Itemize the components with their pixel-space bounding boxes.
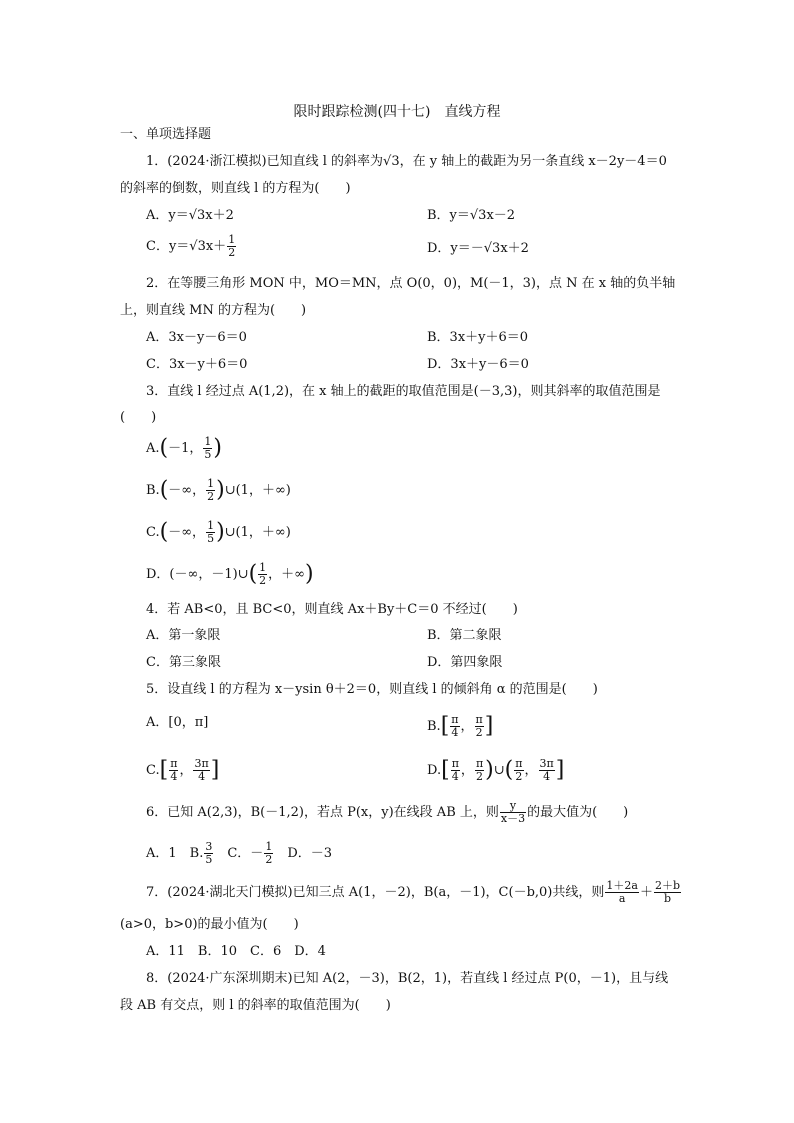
q5-c-fraction-1 — [169, 758, 178, 783]
q7-options: A．11 B．10 C．6 D．4 — [146, 944, 326, 959]
q6-c-fraction — [264, 841, 273, 866]
separator: ， — [524, 763, 538, 778]
q3-b-label: B. — [146, 483, 160, 498]
denominator: 4 — [451, 726, 459, 739]
denominator: 2 — [228, 246, 236, 259]
q1-c-fraction — [227, 234, 236, 259]
right-bracket: ] — [210, 757, 220, 783]
q6-option-a: A．1 B. — [146, 846, 204, 861]
numerator: 1＋2a — [606, 879, 638, 892]
question-8-stem: 8．(2024·广东深圳期末)已知 A(2，－3)，B(2，1)，若直线 l 经过点 P(0，－1)，且与线 — [146, 971, 669, 986]
right-paren: ) — [305, 561, 314, 587]
numerator: 3π — [539, 757, 554, 770]
q6-fraction — [500, 800, 526, 825]
q1-option-d: D．y＝－√3x＋2 — [427, 241, 529, 256]
question-4-stem: 4．若 AB<0，且 BC<0，则直线 Ax＋By＋C＝0 不经过( ) — [146, 602, 518, 617]
question-5-stem: 5．设直线 l 的方程为 x－ysin θ＋2＝0，则直线 l 的倾斜角 α 的范围是( ) — [146, 682, 598, 697]
q3-d-fraction — [258, 562, 267, 587]
denominator: 2 — [207, 490, 215, 503]
q7-fraction-1 — [605, 880, 639, 905]
question-6-stem — [146, 800, 628, 825]
q5-option-b — [427, 714, 493, 739]
q7-text: 7．(2024·湖北天门模拟)已知三点 A(1，－2)，B(a，－1)，C(－b,0)共线，则 — [146, 885, 605, 900]
numerator: π — [475, 713, 483, 726]
numerator: 1 — [207, 477, 215, 490]
right-paren: ) — [216, 519, 225, 545]
left-paren: ( — [159, 477, 169, 503]
q5-b-fraction-1 — [450, 714, 459, 739]
numerator: 1 — [228, 233, 236, 246]
q3-c-tail: ∪(1，＋∞) — [224, 525, 291, 540]
q6-text-tail: 的最大值为( ) — [527, 805, 629, 820]
right-paren: ) — [485, 757, 494, 783]
q3-b-fraction — [206, 478, 215, 503]
q6-option-d: D．－3 — [274, 846, 333, 861]
numerator: 1 — [207, 519, 215, 532]
numerator: π — [515, 757, 523, 770]
numerator: π — [475, 757, 484, 770]
q3-a-text: －1， — [168, 441, 203, 456]
left-paren: ( — [159, 519, 169, 545]
q3-c-fraction — [206, 520, 215, 545]
question-8-stem-cont: 段 AB 有交点，则 l 的斜率的取值范围为( ) — [120, 998, 391, 1013]
left-bracket: [ — [440, 713, 450, 739]
q4-option-d: D．第四象限 — [427, 655, 503, 670]
left-bracket: [ — [159, 757, 169, 783]
numerator: y — [500, 800, 526, 813]
numerator: π — [451, 713, 459, 726]
denominator: 2 — [476, 770, 484, 783]
question-7-stem-cont: (a>0，b>0)的最小值为( ) — [120, 917, 299, 932]
q2-option-a: A．3x－y－6＝0 — [146, 330, 247, 345]
page-title: 限时跟踪检测(四十七) 直线方程 — [293, 104, 501, 120]
denominator: 5 — [207, 532, 215, 545]
q4-option-c: C．第三象限 — [146, 655, 221, 670]
section-heading: 一、单项选择题 — [120, 127, 212, 142]
q6-options — [146, 841, 332, 866]
q1-option-b: B．y＝√3x－2 — [427, 208, 516, 223]
q3-option-b — [146, 478, 291, 503]
denominator: 4 — [170, 770, 178, 783]
q5-option-c — [146, 758, 219, 783]
question-3-stem-cont: ( ) — [120, 410, 157, 425]
q5-c-label: C. — [146, 763, 160, 778]
left-paren: ( — [504, 757, 514, 783]
numerator: 1 — [259, 561, 267, 574]
separator: ， — [460, 719, 474, 734]
denominator: 5 — [204, 448, 212, 461]
plus-sign: ＋ — [639, 885, 653, 900]
q5-b-label: B. — [427, 719, 441, 734]
q5-d-fraction-3 — [514, 758, 523, 783]
numerator: π — [451, 757, 459, 770]
q3-option-a — [146, 436, 222, 461]
q4-option-a: A．第一象限 — [146, 628, 221, 643]
right-paren: ) — [216, 477, 225, 503]
denominator: b — [663, 892, 671, 905]
q3-b-tail: ∪(1，＋∞) — [224, 483, 291, 498]
q6-b-fraction — [204, 841, 213, 866]
q3-b-text: －∞， — [168, 483, 206, 498]
numerator: 1 — [204, 435, 212, 448]
left-bracket: [ — [441, 757, 450, 783]
q7-fraction-2 — [654, 880, 681, 905]
q2-option-c: C．3x－y＋6＝0 — [146, 357, 248, 372]
numerator: 3π — [194, 757, 209, 770]
numerator: 3 — [205, 840, 213, 853]
q5-d-fraction-4 — [539, 758, 555, 783]
q3-option-c — [146, 520, 291, 545]
right-bracket: ] — [555, 757, 565, 783]
q6-text: 6．已知 A(2,3)，B(－1,2)，若点 P(x，y)在线段 AB 上，则 — [146, 805, 499, 820]
denominator: 4 — [543, 770, 551, 783]
q3-option-d — [146, 562, 314, 587]
q1-option-a: A．y＝√3x＋2 — [146, 208, 234, 223]
q3-a-fraction — [203, 436, 212, 461]
q3-c-text: －∞， — [168, 525, 206, 540]
numerator: π — [170, 757, 178, 770]
denominator: a — [618, 892, 626, 905]
q6-option-c: C．－ — [214, 846, 264, 861]
q3-a-label: A. — [146, 441, 160, 456]
denominator: 4 — [198, 770, 206, 783]
question-2-stem: 2．在等腰三角形 MON 中，MO＝MN，点 O(0，0)，M(－1，3)，点 N 在 x 轴的负半轴 — [146, 276, 676, 291]
left-paren: ( — [248, 561, 258, 587]
q5-option-d — [427, 758, 564, 783]
q3-d-mid: ，＋∞ — [268, 567, 305, 582]
left-paren: ( — [159, 435, 169, 461]
denominator: 2 — [259, 574, 267, 587]
q4-option-b: B．第二象限 — [427, 628, 502, 643]
denominator: 2 — [515, 770, 523, 783]
right-paren: ) — [213, 435, 222, 461]
question-2-stem-cont: 上，则直线 MN 的方程为( ) — [120, 303, 307, 318]
q5-d-fraction-1 — [451, 758, 460, 783]
q5-c-fraction-2 — [193, 758, 209, 783]
question-3-stem: 3．直线 l 经过点 A(1,2)，在 x 轴上的截距的取值范围是(－3,3)，则其斜率的取值范围是 — [146, 384, 661, 399]
numerator: 2＋b — [654, 879, 680, 892]
separator: ， — [460, 763, 474, 778]
q2-option-b: B．3x＋y＋6＝0 — [427, 330, 529, 345]
denominator: x－3 — [500, 812, 526, 825]
denominator: 4 — [451, 770, 459, 783]
q3-d-text: D．(－∞，－1)∪ — [146, 567, 249, 582]
denominator: 2 — [265, 853, 273, 866]
q5-b-fraction-2 — [475, 714, 484, 739]
q3-c-label: C. — [146, 525, 160, 540]
question-7-stem — [146, 880, 682, 905]
union-symbol: ∪ — [493, 763, 505, 778]
denominator: 2 — [475, 726, 483, 739]
q5-d-fraction-2 — [475, 758, 484, 783]
numerator: 1 — [265, 840, 273, 853]
separator: ， — [179, 763, 193, 778]
right-bracket: ] — [484, 713, 494, 739]
question-1-stem: 1．(2024·浙江模拟)已知直线 l 的斜率为√3，在 y 轴上的截距为另一条直线 x－2y－4＝0 — [146, 154, 667, 169]
q5-option-a: A．[0，π] — [146, 715, 209, 730]
denominator: 5 — [205, 853, 213, 866]
question-1-stem-cont: 的斜率的倒数，则直线 l 的方程为( ) — [120, 181, 351, 196]
q1-c-text: C．y＝√3x＋ — [146, 239, 227, 254]
q5-d-label: D. — [427, 763, 442, 778]
q2-option-d: D．3x＋y－6＝0 — [427, 357, 529, 372]
q1-option-c — [146, 234, 237, 259]
